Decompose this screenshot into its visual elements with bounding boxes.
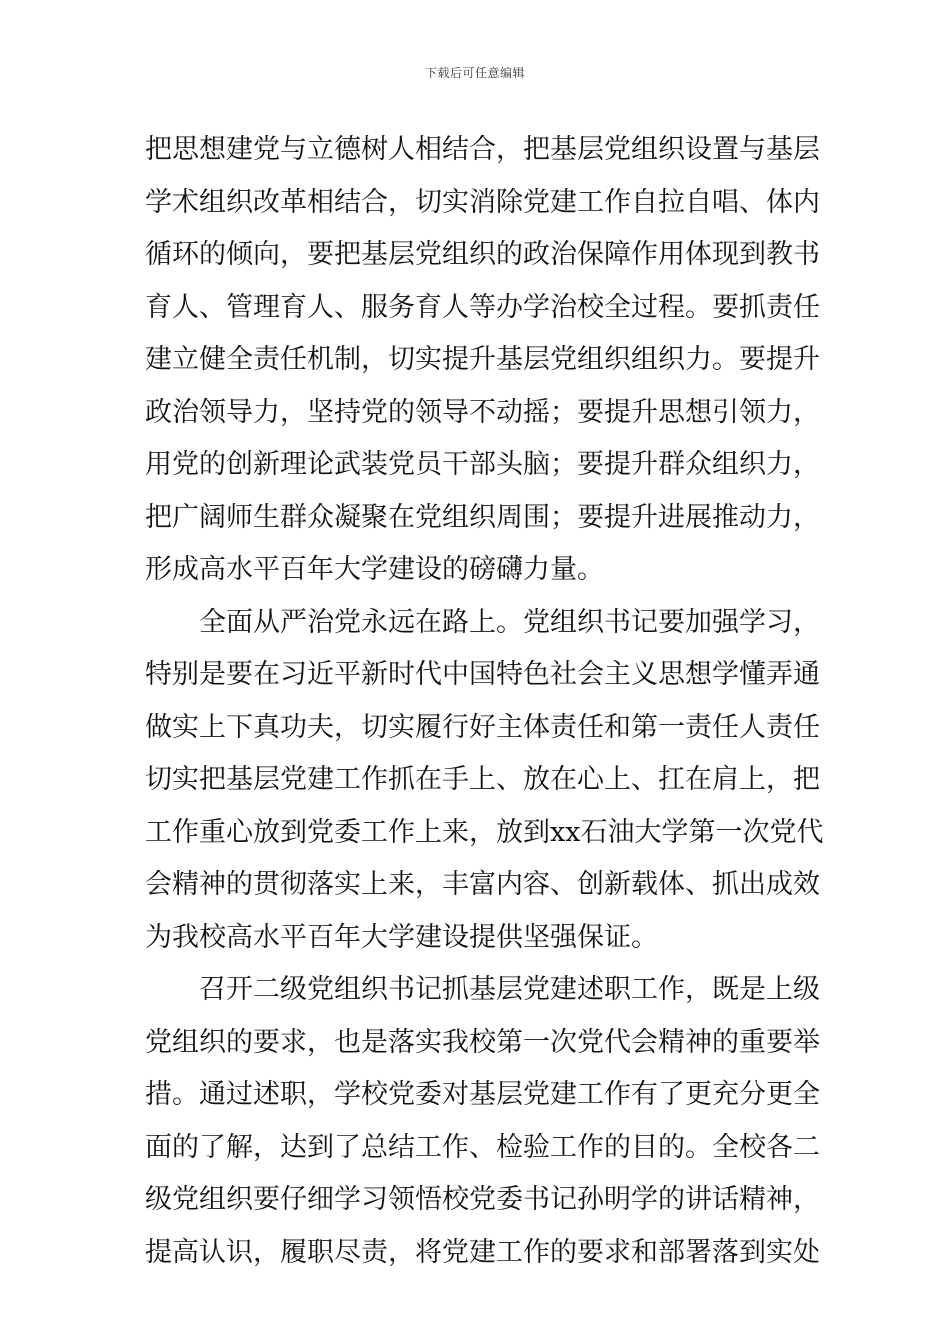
text-line: 育人、管理育人、服务育人等办学治校全过程。要抓责任 xyxy=(145,291,820,323)
text-line: 全面从严治党永远在路上。党组织书记要加强学习， xyxy=(145,606,820,638)
text-line: 把广阔师生群众凝聚在党组织周围；要提升进展推动力， xyxy=(145,501,820,533)
text-line: 做实上下真功夫，切实履行好主体责任和第一责任人责任 xyxy=(145,711,820,743)
document-body xyxy=(145,124,824,1279)
paragraph-1 xyxy=(145,124,820,597)
text-line: 措。通过述职，学校党委对基层党建工作有了更充分更全 xyxy=(145,1079,820,1110)
text-line: 会精神的贯彻落实上来，丰富内容、创新载体、抓出成效 xyxy=(145,869,820,900)
text-line: 召开二级党组织书记抓基层党建述职工作，既是上级 xyxy=(145,974,820,1005)
text-line: 政治领导力，坚持党的领导不动摇；要提升思想引领力， xyxy=(145,396,820,428)
text-line: 形成高水平百年大学建设的磅礴力量。 xyxy=(145,554,604,585)
text-line: 用党的创新理论武装党员干部头脑；要提升群众组织力， xyxy=(145,449,820,480)
text-line: 特别是要在习近平新时代中国特色社会主义思想学懂弄通 xyxy=(145,659,820,690)
paragraph-3 xyxy=(145,964,820,1279)
text-line: 面的了解，达到了总结工作、检验工作的目的。全校各二 xyxy=(145,1131,820,1163)
text-line: 切实把基层党建工作抓在手上、放在心上、扛在肩上，把 xyxy=(145,764,820,795)
text-line: 提高认识，履职尽责，将党建工作的要求和部署落到实处 xyxy=(145,1236,820,1268)
text-line: 学术组织改革相结合，切实消除党建工作自拉自唱、体内 xyxy=(145,186,820,218)
page-header: 下载后可任意编辑 xyxy=(424,66,525,80)
text-line: 党组织的要求，也是落实我校第一次党代会精神的重要举 xyxy=(145,1026,820,1058)
text-line: 建立健全责任机制，切实提升基层党组织组织力。要提升 xyxy=(145,344,820,375)
paragraph-2 xyxy=(145,597,824,965)
text-line: 把思想建党与立德树人相结合，把基层党组织设置与基层 xyxy=(145,134,820,165)
text-line: 循环的倾向，要把基层党组织的政治保障作用体现到教书 xyxy=(145,239,820,270)
text-line: 为我校高水平百年大学建设提供坚强保证。 xyxy=(145,921,658,953)
text-line: 级党组织要仔细学习领悟校党委书记孙明学的讲话精神， xyxy=(145,1184,820,1215)
text-line: 工作重心放到党委工作上来，放到xx石油大学第一次党代 xyxy=(145,816,824,848)
